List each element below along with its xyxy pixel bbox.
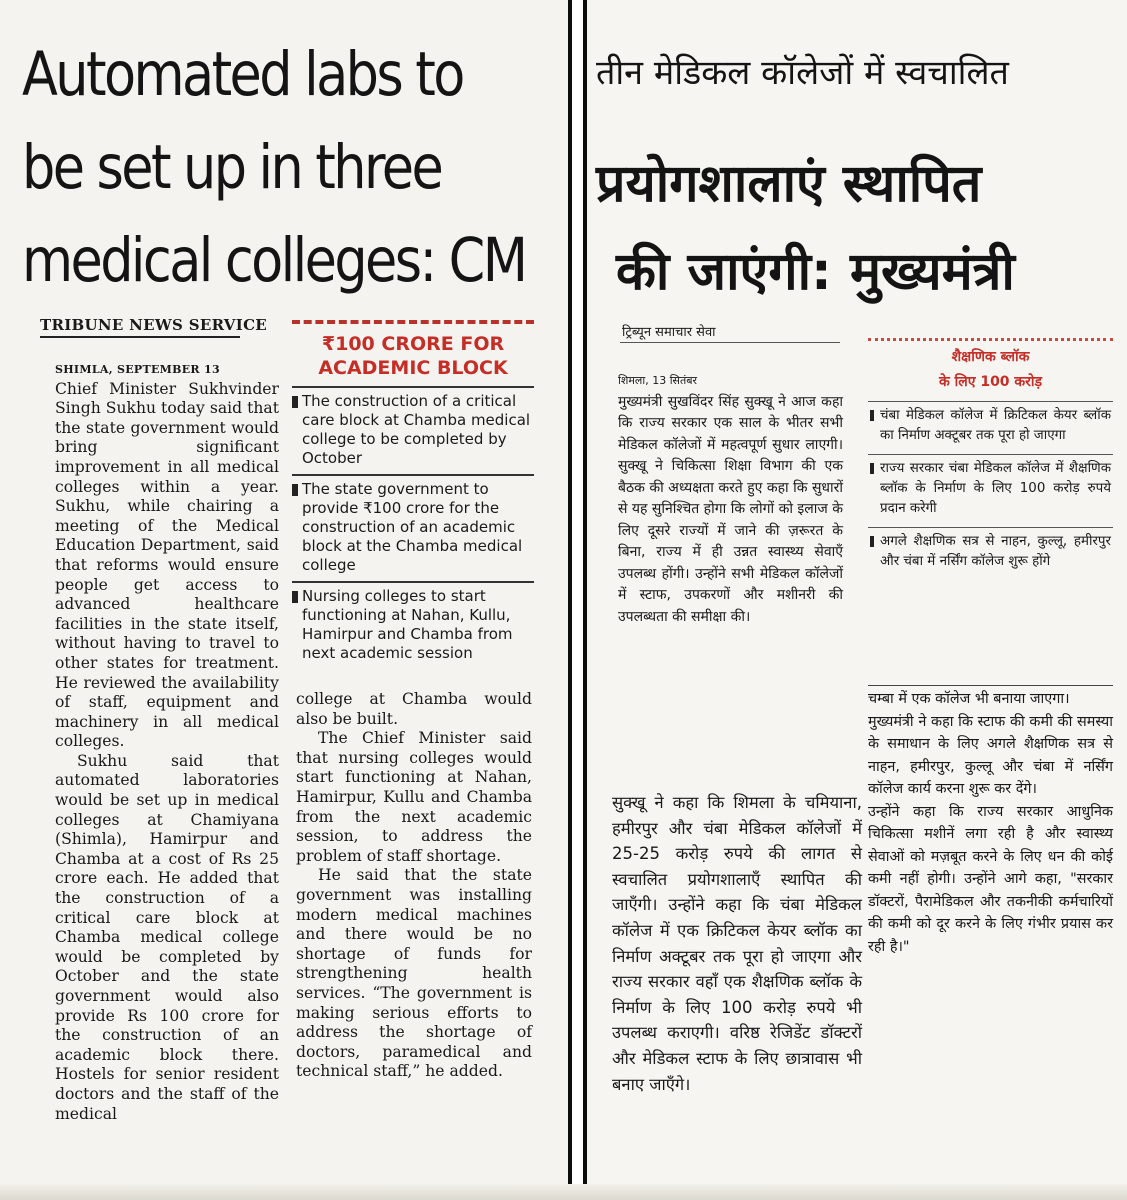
english-paragraph-4: The Chief Minister said that nursing colleges would start functioning at Nahan, Hamirpur, Kullu and Chamba from the next academic session, to address the problem of staff shortage. [296,729,532,865]
hindi-byline-rule [620,342,840,343]
english-headline-line-1: Automated labs to [22,39,463,110]
english-headline [22,28,526,307]
hindi-highlight-item: अगले शैक्षणिक सत्र से नाहन, कुल्लू, हमीरपुर और चंबा में नर्सिंग कॉलेज शुरू होंगे [868,527,1113,580]
english-headline-line-2: be set up in three [22,132,442,203]
english-paragraph-1: Chief Minister Sukhvinder Singh Sukhu today said that the state government would bring significant improvement in all medical colleges within a year. Sukhu, while chairing a meeting of the Medical Education Department, said that reforms would ensure people get access to advanced healthcare facilities in the state itself, without having to travel to other states for treatment. He reviewed the availability of staff, equipment and machinery in all medical colleges. [55,379,279,751]
english-column-2 [296,690,532,1082]
hindi-highlights-title-line-2: के लिए 100 करोड़ [938,374,1043,390]
english-column-1 [55,360,279,1124]
english-highlight-item: The construction of a critical care block at Chamba medical college to be completed by October [292,386,534,474]
english-paragraph-5: He said that the state government was installing modern medical machines and there would be no shortage of funds for strengthening health services. “The government is making serious efforts to address the shortage of doctors, paramedical and technical staff,” he added. [296,866,532,1081]
hindi-column-1-bottom [612,790,862,1097]
english-byline: TRIBUNE NEWS SERVICE [40,316,268,334]
hindi-byline: ट्रिब्यून समाचार सेवा [622,325,716,340]
hindi-column-1-top [618,370,843,628]
english-highlights-title: ₹100 CRORE FOR ACADEMIC BLOCK [318,333,508,379]
hindi-highlights-box [868,338,1113,686]
hindi-headline-line-1: तीन मेडिकल कॉलेजों में स्वचालित [596,53,1009,93]
english-highlight-item: The state government to provide ₹100 crore for the construction of an academic block at the Chamba medical college [292,474,534,581]
hindi-highlight-item: राज्य सरकार चंबा मेडिकल कॉलेज में शैक्षणिक ब्लॉक के निर्माण के लिए 100 करोड़ रुपये प्रदान करेगी [868,454,1113,527]
hindi-paragraph-1: मुख्यमंत्री सुखविंदर सिंह सुक्खू ने आज कहा कि राज्य सरकार एक साल के भीतर सभी मेडिकल कॉलेजों में महत्वपूर्ण सुधार लाएगी। सुक्खू ने चिकित्सा शिक्षा विभाग की एक बैठक की अध्यक्षता करते हुए कहा कि सुधारों से यह सुनिश्चित होगा कि लोगों को इलाज के लिए दूसरे राज्यों में जाने की ज़रूरत के बिना, राज्य में ही उन्नत स्वास्थ्य सेवाएँ उपलब्ध होंगी। उन्होंने सभी मेडिकल कॉलेजों में स्टाफ, उपकरणों और मशीनरी की उपलब्धता की समीक्षा की। [618,393,844,625]
english-highlights-box [292,320,534,698]
english-headline-line-3: medical colleges: CM [22,225,526,296]
hindi-paragraph-4: मुख्यमंत्री ने कहा कि स्टाफ की कमी की समस्या के समाधान के लिए अगले शैक्षणिक सत्र से नाहन, हमीरपुर, कुल्लू और चंबा में नर्सिंग कॉलेज कार्य करना शुरू कर देंगे। [868,713,1113,797]
hindi-paragraph-2: सुक्खू ने कहा कि शिमला के चमियाना, हमीरपुर और चंबा मेडिकल कॉलेजों में 25-25 करोड़ रुपये की लागत से स्वचालित प्रयोगशालाएँ स्थापित की जाएँगी। उन्होंने कहा कि चंबा मेडिकल कॉलेज में एक क्रिटिकल केयर ब्लॉक का निर्माण अक्टूबर तक पूरा हो जाएगा और राज्य सरकार वहाँ एक शैक्षणिक ब्लॉक के निर्माण के लिए 100 करोड़ रुपये भी उपलब्ध कराएगी। वरिष्ठ रेजिडेंट डॉक्टरों और मेडिकल स्टाफ के लिए छात्रावास भी बनाए जाएँगे। [612,793,862,1094]
hindi-highlights-list [868,401,1113,580]
english-highlight-item: Nursing colleges to start functioning at Nahan, Kullu, Hamirpur and Chamba from next academic session [292,581,534,669]
english-paragraph-2: Sukhu said that automated laboratories would be set up in medical colleges at Chamiyana (Shimla), Hamirpur and Chamba at a cost of Rs 25 crore each. He added that the construction of a critical care block at Chamba medical college would be completed by October and the state government would also provide Rs 100 crore for the construction of an academic block there. Hostels for senior resident doctors and the staff of the medical [55,751,279,1123]
hindi-paragraph-3: चम्बा में एक कॉलेज भी बनाया जाएगा। [868,691,1070,707]
hindi-paragraph-5: उन्होंने कहा कि राज्य सरकार आधुनिक चिकित्सा मशीनें लगा रही है और स्वास्थ्य सेवाओं को मज़बूत करने के लिए धन की कोई कमी नहीं होगी। उन्होंने आगे कहा, "सरकार डॉक्टरों, पैरामेडिकल और तकनीकी कर्मचारियों की कमी को दूर करने के लिए गंभीर प्रयास कर रही है।" [868,803,1113,955]
english-paragraph-3: college at Chamba would also be built. [296,690,532,728]
hindi-column-2 [868,688,1113,958]
hindi-highlights-title [868,345,1113,395]
english-highlights-list [292,386,534,669]
hindi-dateline: शिमला, 13 सितंबर [618,374,698,387]
hindi-headline-line-3: की जाएंगी: मुख्यमंत्री [616,242,1015,302]
hindi-highlight-item: चंबा मेडिकल कॉलेज में क्रिटिकल केयर ब्लॉक का निर्माण अक्टूबर तक पूरा हो जाएगा [868,401,1113,454]
page-bottom-edge [0,1184,1127,1200]
hindi-highlights-title-line-1: शैक्षणिक ब्लॉक [951,349,1030,365]
english-byline-rule [40,336,240,338]
clipping-divider [568,0,587,1200]
english-dateline: SHIMLA, SEPTEMBER 13 [55,363,220,376]
hindi-headline-line-2: प्रयोगशालाएं स्थापित [596,154,982,214]
